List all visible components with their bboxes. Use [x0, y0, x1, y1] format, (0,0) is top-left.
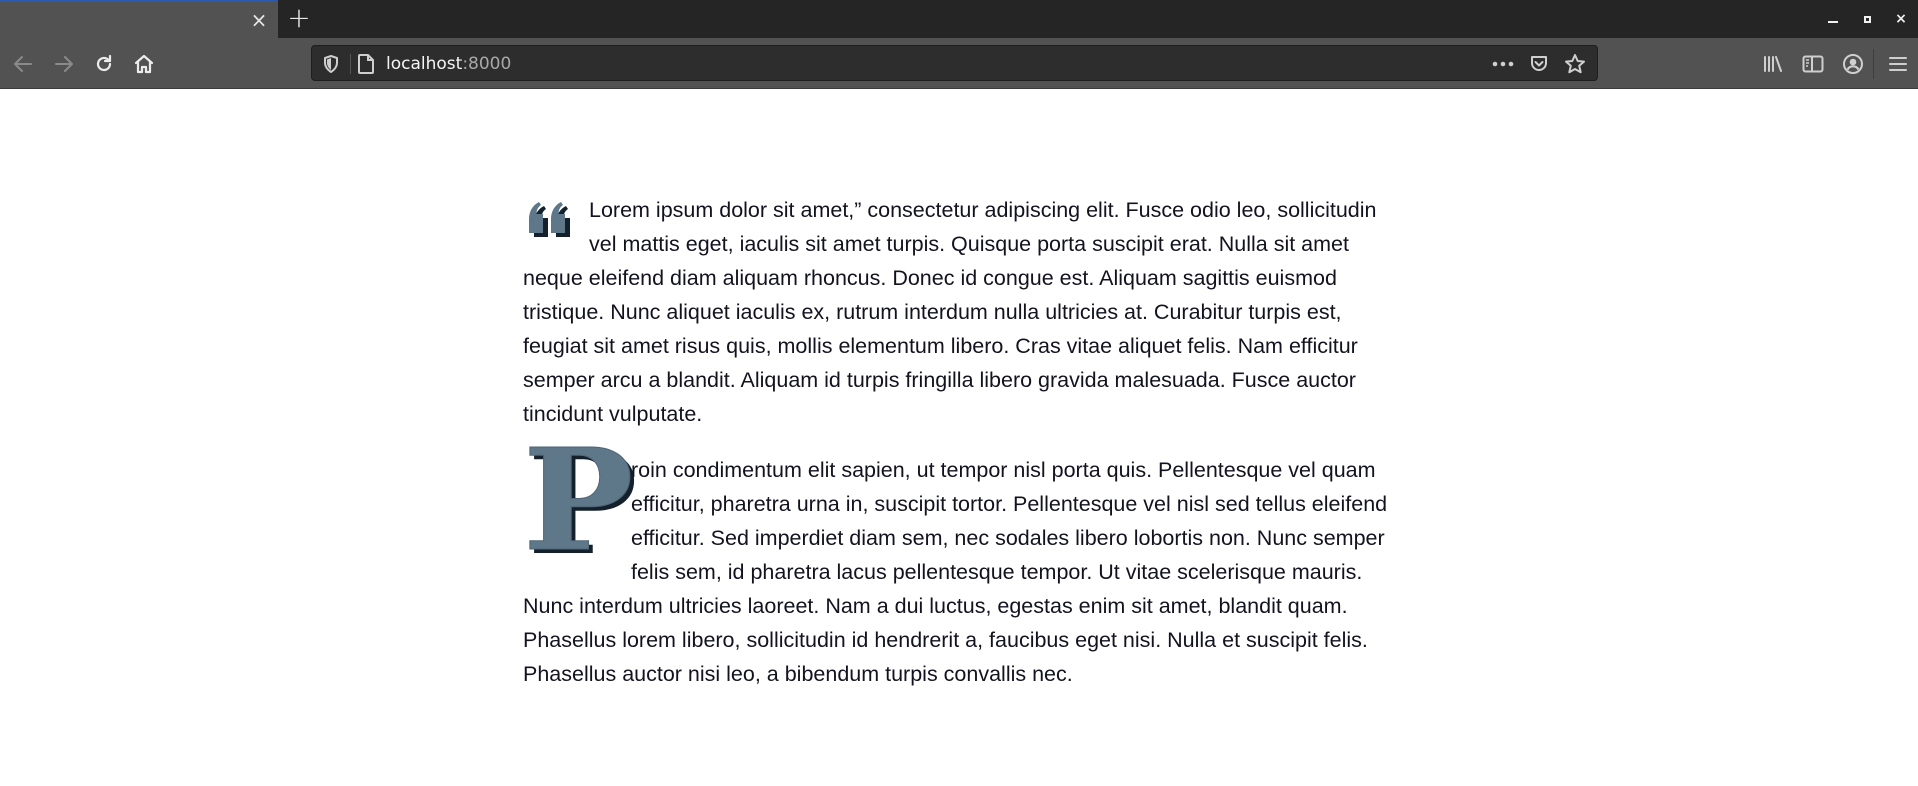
star-icon	[1564, 53, 1586, 75]
url-host: localhost	[386, 54, 463, 74]
forward-arrow-icon	[54, 55, 74, 73]
tab-close-icon[interactable]: ×	[250, 8, 268, 32]
account-button[interactable]	[1833, 48, 1873, 80]
menu-button[interactable]	[1878, 48, 1918, 80]
toolbar-right	[1753, 48, 1918, 80]
sidebar-icon	[1802, 55, 1824, 73]
forward-button[interactable]	[48, 48, 80, 80]
window-controls	[1816, 0, 1918, 38]
page-actions-button[interactable]	[1489, 52, 1517, 76]
hamburger-menu-icon	[1889, 56, 1907, 72]
url-bar[interactable]	[311, 45, 1598, 81]
url-actions	[1489, 52, 1589, 76]
close-window-button[interactable]	[1884, 0, 1918, 38]
navigation-toolbar	[0, 38, 1918, 89]
reload-icon	[94, 54, 114, 74]
maximize-icon	[1864, 16, 1871, 23]
minimize-button[interactable]	[1816, 0, 1850, 38]
page-info-icon[interactable]	[357, 53, 375, 75]
sidebar-button[interactable]	[1793, 48, 1833, 80]
toolbar-divider	[1873, 49, 1874, 79]
paragraph-drop-cap	[523, 419, 1393, 691]
tab-active[interactable]	[0, 0, 278, 38]
paragraph-text: Lorem ipsum dolor sit amet,” consectetur adipiscing elit. Fusce odio leo, sollicitudin vel mattis eget, iaculis sit amet turpis. Quisque porta suscipit erat. Nulla sit amet neque eleifend diam aliquam rhoncus. Donec id congue est. Aliquam sagittis euismod tristique. Nunc aliquet iaculis ex, rutrum interdum nulla ultricies at. Curabitur turpis est, feugiat sit amet risus quis, mollis elementum libero. Cras vitae aliquet felis. Nam efficitur semper arcu a blandit. Aliquam id turpis fringilla libero gravida malesuada. Fusce auctor tincidunt vulputate.	[523, 198, 1377, 426]
drop-cap-letter: P	[523, 419, 634, 583]
home-button[interactable]	[128, 48, 160, 80]
new-tab-button[interactable]: +	[287, 1, 311, 34]
more-dots-icon	[1492, 61, 1514, 67]
account-icon	[1842, 53, 1864, 75]
article	[523, 193, 1393, 713]
pocket-button[interactable]	[1525, 52, 1553, 76]
library-button[interactable]	[1753, 48, 1793, 80]
back-arrow-icon	[13, 55, 33, 73]
quote-mark-icon	[523, 195, 581, 255]
library-icon	[1763, 55, 1783, 73]
paragraph-text: roin condimentum elit sapien, ut tempor nisl porta quis. Pellentesque vel quam efficitur, pharetra urna in, suscipit tortor. Pellentesque vel nisl sed tellus eleifend efficitur. Sed imperdiet diam sem, nec sodales libero lobortis non. Nunc semper felis sem, id pharetra lacus pellentesque tempor. Ut vitae scelerisque mauris. Nunc interdum ultricies laoreet. Nam a dui luctus, egestas enim sit amet, blandit quam. Phasellus lorem libero, sollicitudin id hendrerit a, faucibus eget nisi. Nulla et suscipit felis. Phasellus auctor nisi leo, a bibendum turpis convallis nec.	[523, 458, 1388, 686]
minimize-icon	[1828, 21, 1838, 23]
pocket-icon	[1529, 54, 1549, 74]
reload-button[interactable]	[88, 48, 120, 80]
url-divider	[350, 54, 351, 74]
url-port: :8000	[462, 54, 512, 74]
home-icon	[133, 53, 155, 75]
paragraph-quote	[523, 193, 1393, 431]
maximize-button[interactable]	[1850, 0, 1884, 38]
url-text[interactable]	[386, 53, 511, 75]
bookmark-button[interactable]	[1561, 52, 1589, 76]
back-button[interactable]	[7, 48, 39, 80]
tracking-shield-icon[interactable]	[322, 54, 340, 74]
drop-cap	[523, 419, 634, 583]
tab-strip	[0, 0, 1918, 38]
close-icon: ×	[1895, 11, 1907, 27]
